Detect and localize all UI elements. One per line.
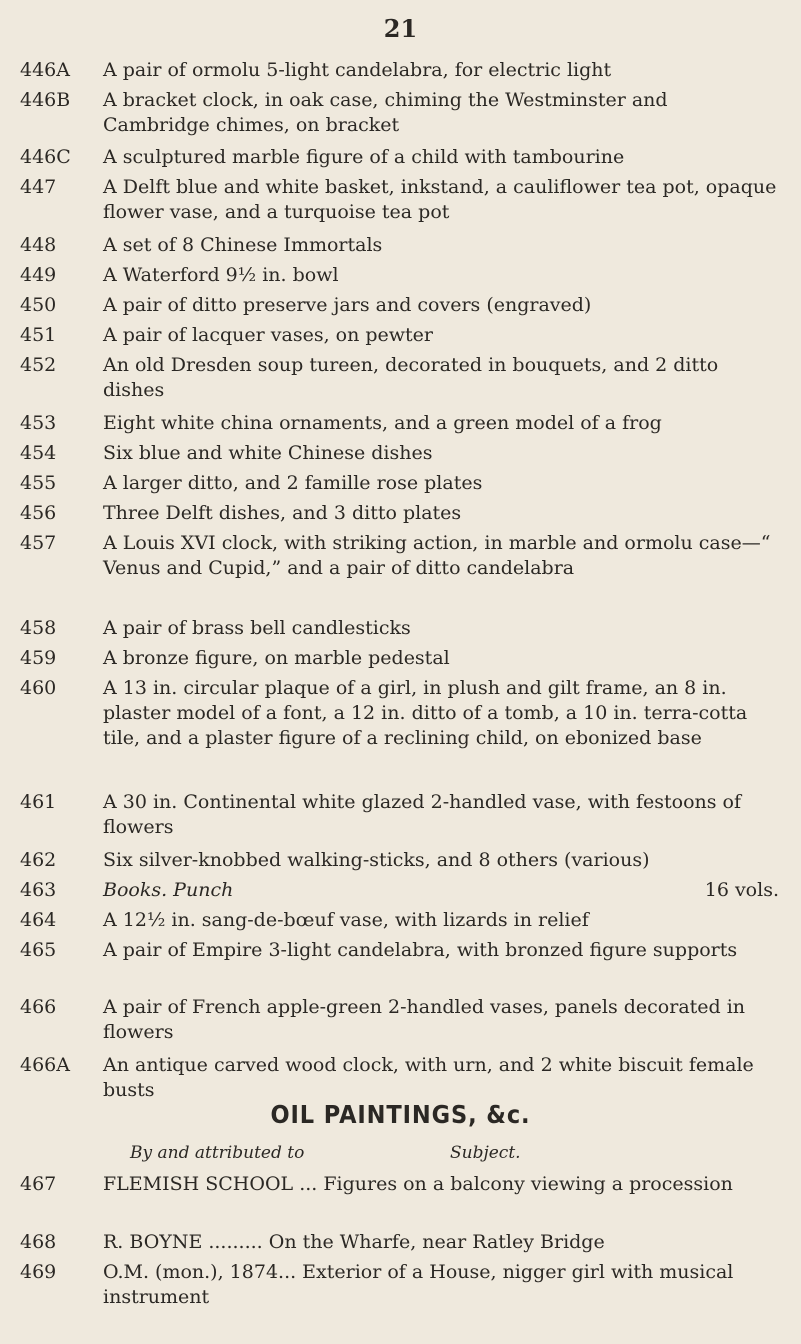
- lot-number: 464: [20, 909, 57, 931]
- lot-number: 446A: [20, 59, 70, 81]
- painting-description: O.M. (mon.), 1874... Exterior of a House, nigger girl with musical instrument: [103, 1261, 734, 1308]
- lot-description: A pair of ormolu 5-light candelabra, for electric light: [103, 59, 612, 81]
- lot-description-text: Books. Punch: [103, 879, 234, 901]
- lot-number: 468: [20, 1231, 57, 1253]
- lot-number: 449: [20, 264, 57, 286]
- lot-description: A set of 8 Chinese Immortals: [103, 234, 383, 256]
- lot-description: A 30 in. Continental white glazed 2-handled vase, with festoons of flowers: [103, 791, 742, 838]
- lot-description: A Delft blue and white basket, inkstand, a cauliflower tea pot, opaque flower vase, and a turquoise tea pot: [103, 176, 777, 223]
- painting-description: R. BOYNE ......... On the Wharfe, near Ratley Bridge: [103, 1231, 605, 1253]
- lot-description: A Waterford 9½ in. bowl: [103, 264, 339, 286]
- lot-number: 460: [20, 677, 57, 699]
- lot-number: 467: [20, 1173, 57, 1195]
- lot-description: A pair of ditto preserve jars and covers (engraved): [103, 294, 592, 316]
- lot-description: [103, 878, 779, 903]
- lot-description: An old Dresden soup tureen, decorated in bouquets, and 2 ditto dishes: [103, 354, 719, 401]
- lot-description: A sculptured marble figure of a child with tambourine: [103, 146, 625, 168]
- artist-column-header: By and attributed to: [130, 1143, 305, 1163]
- lot-description: A pair of brass bell candlesticks: [103, 617, 411, 639]
- lot-description: Six silver-knobbed walking-sticks, and 8 others (various): [103, 849, 650, 871]
- lot-description: A pair of lacquer vases, on pewter: [103, 324, 434, 346]
- lot-number: 455: [20, 472, 57, 494]
- painting-description: FLEMISH SCHOOL ... Figures on a balcony viewing a procession: [103, 1173, 733, 1195]
- lot-number: 447: [20, 176, 57, 198]
- lot-description: Six blue and white Chinese dishes: [103, 442, 433, 464]
- lot-number: 446C: [20, 146, 71, 168]
- lot-description: An antique carved wood clock, with urn, and 2 white biscuit female busts: [103, 1054, 754, 1101]
- lot-number: 451: [20, 324, 57, 346]
- subject-column-header: Subject.: [450, 1143, 521, 1163]
- lot-description: A 13 in. circular plaque of a girl, in plush and gilt frame, an 8 in. plaster model of a font, a 12 in. ditto of a tomb, a 10 in. terra-cotta tile, and a plaster figure of a reclining child, on ebonized base: [103, 677, 748, 749]
- lot-number: 459: [20, 647, 57, 669]
- lot-number: 466A: [20, 1054, 70, 1076]
- lot-number: 466: [20, 996, 57, 1018]
- lot-description: A bracket clock, in oak case, chiming the Westminster and Cambridge chimes, on bracket: [103, 89, 668, 136]
- section-title: OIL PAINTINGS, &c.: [270, 1100, 531, 1129]
- lot-description: A pair of Empire 3-light candelabra, with bronzed figure supports: [103, 939, 738, 961]
- lot-number: 462: [20, 849, 57, 871]
- lot-number: 465: [20, 939, 57, 961]
- lot-number: 454: [20, 442, 57, 464]
- lot-description: A 12½ in. sang-de-bœuf vase, with lizards in relief: [103, 909, 589, 931]
- lot-number: 446B: [20, 89, 71, 111]
- lot-number: 469: [20, 1261, 57, 1283]
- lot-description: Three Delft dishes, and 3 ditto plates: [103, 502, 462, 524]
- lot-description: A Louis XVI clock, with striking action, in marble and ormolu case—“ Venus and Cupid,” and a pair of ditto candelabra: [103, 532, 771, 579]
- lot-description: A pair of French apple-green 2-handled vases, panels decorated in flowers: [103, 996, 746, 1043]
- lot-number: 452: [20, 354, 57, 376]
- lot-description: A larger ditto, and 2 famille rose plates: [103, 472, 483, 494]
- lot-description: A bronze figure, on marble pedestal: [103, 647, 450, 669]
- lot-number: 461: [20, 791, 57, 813]
- lot-description: Eight white china ornaments, and a green model of a frog: [103, 412, 662, 434]
- lot-number: 457: [20, 532, 57, 554]
- volume-count: 16 vols.: [704, 879, 779, 901]
- lot-number: 463: [20, 879, 57, 901]
- lot-number: 450: [20, 294, 57, 316]
- lot-number: 453: [20, 412, 57, 434]
- lot-number: 448: [20, 234, 57, 256]
- lot-number: 458: [20, 617, 57, 639]
- page-number: 21: [383, 14, 418, 43]
- lot-number: 456: [20, 502, 57, 524]
